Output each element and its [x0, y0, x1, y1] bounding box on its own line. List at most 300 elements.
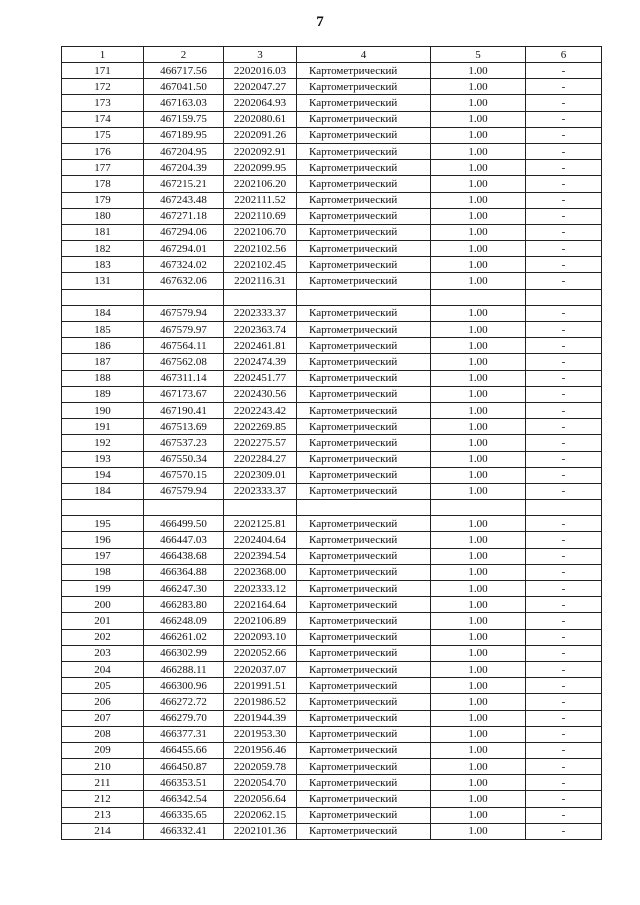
table-cell: 466248.09 — [144, 613, 224, 629]
table-cell: 467537.23 — [144, 435, 224, 451]
table-row — [62, 127, 602, 143]
table-cell: - — [526, 726, 602, 742]
table-cell: 1.00 — [431, 548, 526, 564]
table-cell: 2202106.70 — [224, 224, 297, 240]
table-cell: 467562.08 — [144, 354, 224, 370]
table-cell: 194 — [62, 467, 144, 483]
table-cell: - — [526, 257, 602, 273]
table-cell: 207 — [62, 710, 144, 726]
table-cell: 2202243.42 — [224, 402, 297, 418]
table-cell: Картометрический — [297, 516, 431, 532]
table-row — [62, 354, 602, 370]
table-cell: 1.00 — [431, 208, 526, 224]
table-cell: 2202309.01 — [224, 467, 297, 483]
table-cell: 186 — [62, 338, 144, 354]
table-cell: 2202106.89 — [224, 613, 297, 629]
table-cell: 212 — [62, 791, 144, 807]
table-cell: 131 — [62, 273, 144, 289]
table-cell: - — [526, 435, 602, 451]
table-row — [62, 289, 602, 305]
page-number: 7 — [316, 14, 324, 30]
table-cell: - — [526, 645, 602, 661]
table-cell: Картометрический — [297, 224, 431, 240]
table-cell: 2202284.27 — [224, 451, 297, 467]
table-cell: Картометрический — [297, 402, 431, 418]
table-cell: - — [526, 127, 602, 143]
table-cell — [297, 289, 431, 305]
table-cell: - — [526, 467, 602, 483]
table-cell: 467159.75 — [144, 111, 224, 127]
table-cell: Картометрический — [297, 95, 431, 111]
table-cell: Картометрический — [297, 678, 431, 694]
table-cell: 466302.99 — [144, 645, 224, 661]
table-cell: 192 — [62, 435, 144, 451]
table-cell: - — [526, 791, 602, 807]
table-cell: Картометрический — [297, 613, 431, 629]
table-cell: 2202110.69 — [224, 208, 297, 224]
table-cell: 2202363.74 — [224, 322, 297, 338]
table-cell: Картометрический — [297, 775, 431, 791]
table-cell: 2202111.52 — [224, 192, 297, 208]
table-cell: - — [526, 160, 602, 176]
table-cell: 214 — [62, 823, 144, 839]
table-cell: Картометрический — [297, 661, 431, 677]
table-row — [62, 516, 602, 532]
table-cell: 466283.80 — [144, 597, 224, 613]
table-cell: 181 — [62, 224, 144, 240]
table-cell: Картометрический — [297, 467, 431, 483]
table-cell: 2202101.36 — [224, 823, 297, 839]
table-cell: 2202102.56 — [224, 241, 297, 257]
table-cell: 466353.51 — [144, 775, 224, 791]
table-cell: 1.00 — [431, 386, 526, 402]
table-row — [62, 467, 602, 483]
table-cell: 2202125.81 — [224, 516, 297, 532]
table-row — [62, 807, 602, 823]
table-cell: - — [526, 95, 602, 111]
table-cell: - — [526, 597, 602, 613]
table-cell: 2201956.46 — [224, 742, 297, 758]
table-cell: 1.00 — [431, 678, 526, 694]
table-row — [62, 338, 602, 354]
column-header-1: 1 — [62, 47, 144, 63]
table-row — [62, 257, 602, 273]
table-cell: Картометрический — [297, 532, 431, 548]
table-cell: - — [526, 532, 602, 548]
table-cell: 467564.11 — [144, 338, 224, 354]
table-cell: 466300.96 — [144, 678, 224, 694]
table-cell: 2201986.52 — [224, 694, 297, 710]
table-cell: Картометрический — [297, 645, 431, 661]
table-cell: 1.00 — [431, 305, 526, 321]
table-cell — [431, 289, 526, 305]
table-cell: Картометрический — [297, 241, 431, 257]
table-cell: 201 — [62, 613, 144, 629]
table-cell: 2202059.78 — [224, 759, 297, 775]
table-cell: 1.00 — [431, 775, 526, 791]
table-cell: Картометрический — [297, 322, 431, 338]
table-cell: - — [526, 759, 602, 775]
table-cell: 1.00 — [431, 597, 526, 613]
table-cell: 466288.11 — [144, 661, 224, 677]
table-cell: 2202116.31 — [224, 273, 297, 289]
table-cell: 1.00 — [431, 322, 526, 338]
table-cell: - — [526, 402, 602, 418]
table-cell: 176 — [62, 143, 144, 159]
table-cell: 1.00 — [431, 710, 526, 726]
table-cell: Картометрический — [297, 176, 431, 192]
table-cell: 2202164.64 — [224, 597, 297, 613]
table-cell: 467579.94 — [144, 305, 224, 321]
table-cell: 1.00 — [431, 532, 526, 548]
table-cell: 2202092.91 — [224, 143, 297, 159]
table-cell: 180 — [62, 208, 144, 224]
table-cell: - — [526, 678, 602, 694]
table-cell: Картометрический — [297, 160, 431, 176]
table-cell: 2202102.45 — [224, 257, 297, 273]
table-cell: 466364.88 — [144, 564, 224, 580]
table-cell: Картометрический — [297, 726, 431, 742]
table-row — [62, 791, 602, 807]
table-row — [62, 111, 602, 127]
table-cell: 182 — [62, 241, 144, 257]
table-cell: - — [526, 742, 602, 758]
table-cell: - — [526, 483, 602, 499]
table-cell: 184 — [62, 305, 144, 321]
table-cell: 199 — [62, 581, 144, 597]
table-cell: 1.00 — [431, 726, 526, 742]
table-cell: 2202275.57 — [224, 435, 297, 451]
table-cell: 467190.41 — [144, 402, 224, 418]
table-cell: - — [526, 208, 602, 224]
table-cell: - — [526, 241, 602, 257]
table-row — [62, 613, 602, 629]
table-cell: 195 — [62, 516, 144, 532]
table-cell: 467324.02 — [144, 257, 224, 273]
table-cell: 1.00 — [431, 63, 526, 79]
table-cell: 174 — [62, 111, 144, 127]
table-cell: Картометрический — [297, 143, 431, 159]
table-row — [62, 661, 602, 677]
table-cell: - — [526, 661, 602, 677]
table-cell: - — [526, 629, 602, 645]
table-cell: 1.00 — [431, 694, 526, 710]
table-cell: 2202037.07 — [224, 661, 297, 677]
table-row — [62, 208, 602, 224]
table-cell: - — [526, 176, 602, 192]
table-row — [62, 775, 602, 791]
table-cell: 2202064.93 — [224, 95, 297, 111]
table-cell: 2202054.70 — [224, 775, 297, 791]
table-cell: 209 — [62, 742, 144, 758]
table-cell: Картометрический — [297, 451, 431, 467]
table-cell: 205 — [62, 678, 144, 694]
table-cell: 185 — [62, 322, 144, 338]
table-cell: 1.00 — [431, 629, 526, 645]
coordinates-table — [61, 46, 602, 840]
table-cell: 1.00 — [431, 176, 526, 192]
table-cell: 466455.66 — [144, 742, 224, 758]
table-row — [62, 726, 602, 742]
table-cell — [144, 500, 224, 516]
table-cell: Картометрический — [297, 354, 431, 370]
table-cell: Картометрический — [297, 742, 431, 758]
table-cell: 1.00 — [431, 402, 526, 418]
table-cell: 1.00 — [431, 95, 526, 111]
table-cell: Картометрический — [297, 564, 431, 580]
table-cell: Картометрический — [297, 127, 431, 143]
table-cell: 2202062.15 — [224, 807, 297, 823]
table-row — [62, 532, 602, 548]
table-cell: 466438.68 — [144, 548, 224, 564]
table-cell: 467632.06 — [144, 273, 224, 289]
table-row — [62, 435, 602, 451]
table-cell: 1.00 — [431, 143, 526, 159]
table-cell: - — [526, 338, 602, 354]
table-cell: Картометрический — [297, 694, 431, 710]
table-cell: 203 — [62, 645, 144, 661]
table-cell: 171 — [62, 63, 144, 79]
table-cell: 467204.95 — [144, 143, 224, 159]
table-cell: 2202404.64 — [224, 532, 297, 548]
table-cell: 467243.48 — [144, 192, 224, 208]
table-cell: 467173.67 — [144, 386, 224, 402]
table-cell: Картометрический — [297, 791, 431, 807]
table-cell: Картометрический — [297, 208, 431, 224]
table-cell: - — [526, 79, 602, 95]
table-row — [62, 241, 602, 257]
table-row — [62, 224, 602, 240]
table-cell: Картометрический — [297, 548, 431, 564]
table-cell: - — [526, 823, 602, 839]
table-cell: 210 — [62, 759, 144, 775]
table-cell: - — [526, 63, 602, 79]
table-cell: 1.00 — [431, 127, 526, 143]
table-row — [62, 273, 602, 289]
table-cell: Картометрический — [297, 370, 431, 386]
table-cell: Картометрический — [297, 79, 431, 95]
table-cell: 467513.69 — [144, 419, 224, 435]
table-row — [62, 160, 602, 176]
table-cell: Картометрический — [297, 581, 431, 597]
table-cell: 1.00 — [431, 241, 526, 257]
table-cell: Картометрический — [297, 419, 431, 435]
table-cell: 175 — [62, 127, 144, 143]
table-cell: 467041.50 — [144, 79, 224, 95]
table-row — [62, 370, 602, 386]
table-cell: 1.00 — [431, 661, 526, 677]
table-cell: 466272.72 — [144, 694, 224, 710]
table-row — [62, 597, 602, 613]
table-cell: 2202106.20 — [224, 176, 297, 192]
table-cell: - — [526, 694, 602, 710]
table-cell: - — [526, 354, 602, 370]
table-row — [62, 678, 602, 694]
column-header-3: 3 — [224, 47, 297, 63]
table-cell — [62, 500, 144, 516]
table-cell: 466342.54 — [144, 791, 224, 807]
table-cell: Картометрический — [297, 386, 431, 402]
table-cell: 1.00 — [431, 581, 526, 597]
table-row — [62, 694, 602, 710]
table-cell: 1.00 — [431, 645, 526, 661]
table-cell — [526, 500, 602, 516]
table-cell: - — [526, 516, 602, 532]
table-cell: 1.00 — [431, 807, 526, 823]
table-cell: 2202333.37 — [224, 305, 297, 321]
table-cell: - — [526, 386, 602, 402]
table-cell: 213 — [62, 807, 144, 823]
table-row — [62, 500, 602, 516]
table-row — [62, 823, 602, 839]
table-cell: 467163.03 — [144, 95, 224, 111]
table-cell — [62, 289, 144, 305]
table-cell: 466247.30 — [144, 581, 224, 597]
table-cell: - — [526, 273, 602, 289]
table-cell: 466499.50 — [144, 516, 224, 532]
table-cell: Картометрический — [297, 483, 431, 499]
table-cell: 208 — [62, 726, 144, 742]
table-row — [62, 483, 602, 499]
table-cell — [144, 289, 224, 305]
table-cell: 1.00 — [431, 419, 526, 435]
table-cell: - — [526, 564, 602, 580]
table-cell: 197 — [62, 548, 144, 564]
table-cell: Картометрический — [297, 759, 431, 775]
table-cell: - — [526, 807, 602, 823]
table-cell: 1.00 — [431, 451, 526, 467]
table-row — [62, 581, 602, 597]
table-cell: 466332.41 — [144, 823, 224, 839]
table-cell: Картометрический — [297, 435, 431, 451]
table-cell: 2202430.56 — [224, 386, 297, 402]
table-cell: 2202093.10 — [224, 629, 297, 645]
table-cell: 1.00 — [431, 823, 526, 839]
table-row — [62, 322, 602, 338]
column-header-6: 6 — [526, 47, 602, 63]
column-header-5: 5 — [431, 47, 526, 63]
table-row — [62, 63, 602, 79]
table-cell: 1.00 — [431, 224, 526, 240]
table-cell: 2202394.54 — [224, 548, 297, 564]
table-cell: 206 — [62, 694, 144, 710]
table-cell: 189 — [62, 386, 144, 402]
column-header-2: 2 — [144, 47, 224, 63]
table-cell: 2202368.00 — [224, 564, 297, 580]
table-cell: 466279.70 — [144, 710, 224, 726]
table-cell — [297, 500, 431, 516]
table-cell: 466335.65 — [144, 807, 224, 823]
table-cell: 173 — [62, 95, 144, 111]
table-cell: 2202333.37 — [224, 483, 297, 499]
table-cell: - — [526, 305, 602, 321]
table-cell: 1.00 — [431, 338, 526, 354]
table-cell: 1.00 — [431, 742, 526, 758]
table-cell: 467189.95 — [144, 127, 224, 143]
table-cell: 2201944.39 — [224, 710, 297, 726]
table-row — [62, 305, 602, 321]
table-cell: 193 — [62, 451, 144, 467]
table-cell: - — [526, 192, 602, 208]
table-row — [62, 386, 602, 402]
table-cell — [431, 500, 526, 516]
table-cell: Картометрический — [297, 710, 431, 726]
table-cell: - — [526, 451, 602, 467]
table-row — [62, 192, 602, 208]
table-cell: - — [526, 370, 602, 386]
table-row — [62, 143, 602, 159]
table-cell: 2202474.39 — [224, 354, 297, 370]
table-cell: 179 — [62, 192, 144, 208]
table-cell: Картометрический — [297, 111, 431, 127]
table-cell: 466447.03 — [144, 532, 224, 548]
table-cell: Картометрический — [297, 305, 431, 321]
table-cell: - — [526, 775, 602, 791]
table-cell: 1.00 — [431, 516, 526, 532]
table-cell: 202 — [62, 629, 144, 645]
table-cell: 198 — [62, 564, 144, 580]
table-cell: - — [526, 322, 602, 338]
table-cell — [224, 500, 297, 516]
table-cell: - — [526, 581, 602, 597]
table-body — [62, 47, 602, 840]
table-cell: 2202451.77 — [224, 370, 297, 386]
table-cell — [224, 289, 297, 305]
table-cell: 2202269.85 — [224, 419, 297, 435]
table-cell: 200 — [62, 597, 144, 613]
table-cell: 191 — [62, 419, 144, 435]
table-cell: 188 — [62, 370, 144, 386]
table-cell: 1.00 — [431, 791, 526, 807]
table-cell: 2202016.03 — [224, 63, 297, 79]
table-cell: Картометрический — [297, 273, 431, 289]
table-cell: 467215.21 — [144, 176, 224, 192]
table-cell: 1.00 — [431, 467, 526, 483]
table-cell: 2201953.30 — [224, 726, 297, 742]
table-header-row — [62, 47, 602, 63]
table-cell: 466717.56 — [144, 63, 224, 79]
table-cell: 183 — [62, 257, 144, 273]
table-cell: 2202052.66 — [224, 645, 297, 661]
table-cell: Картометрический — [297, 629, 431, 645]
table-cell: 1.00 — [431, 257, 526, 273]
table-cell: 177 — [62, 160, 144, 176]
table-cell: 2202080.61 — [224, 111, 297, 127]
table-cell: Картометрический — [297, 597, 431, 613]
table-cell: - — [526, 224, 602, 240]
table-row — [62, 645, 602, 661]
table-cell: 1.00 — [431, 111, 526, 127]
table-cell: 1.00 — [431, 564, 526, 580]
table-cell: 2202091.26 — [224, 127, 297, 143]
table-row — [62, 95, 602, 111]
table-cell: 467579.97 — [144, 322, 224, 338]
table-cell: 467550.34 — [144, 451, 224, 467]
table-row — [62, 419, 602, 435]
table-cell: 1.00 — [431, 273, 526, 289]
table-cell: 204 — [62, 661, 144, 677]
table-cell: - — [526, 419, 602, 435]
table-row — [62, 402, 602, 418]
table-cell: 178 — [62, 176, 144, 192]
table-row — [62, 742, 602, 758]
table-cell: Картометрический — [297, 192, 431, 208]
table-cell: 172 — [62, 79, 144, 95]
table-cell: Картометрический — [297, 338, 431, 354]
table-cell: 466377.31 — [144, 726, 224, 742]
table-cell: 2201991.51 — [224, 678, 297, 694]
table-cell: 1.00 — [431, 354, 526, 370]
